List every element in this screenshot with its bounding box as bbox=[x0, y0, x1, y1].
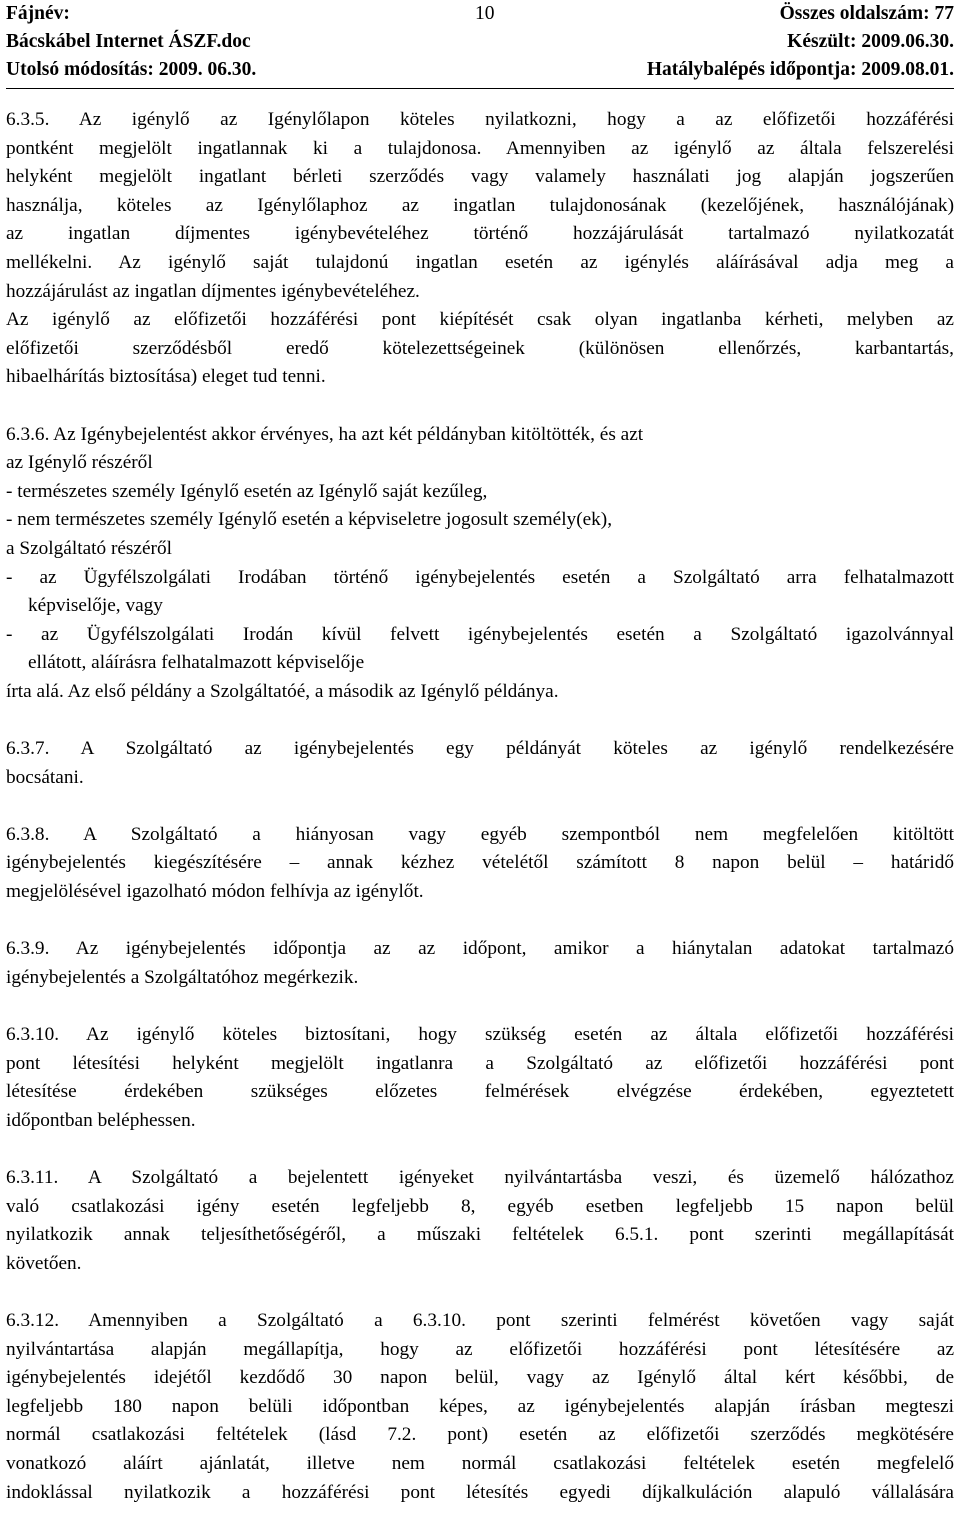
list-item: - az Ügyfélszolgálati Irodában történő igénybejelentés esetén a Szolgáltató arra felhatalmazott bbox=[6, 566, 954, 588]
paragraph-line: 6.3.12. Amennyiben a Szolgáltató a 6.3.10. pont szerinti felmérést követően vagy saját bbox=[6, 1309, 954, 1331]
paragraph-gap bbox=[6, 1278, 954, 1307]
paragraph-line: hibaelhárítás biztosítása) eleget tud tenni. bbox=[6, 366, 326, 388]
paragraph-line: bocsátani. bbox=[6, 766, 84, 788]
list-item: - az Ügyfélszolgálati Irodán kívül felvett igénybejelentés esetén a Szolgáltató igazolvánnyal bbox=[6, 623, 954, 645]
paragraph-line: 6.3.11. A Szolgáltató a bejelentett igényeket nyilvántartásba veszi, és üzemelő hálózathoz bbox=[6, 1166, 954, 1188]
list-item-continuation: ellátott, aláírásra felhatalmazott képviselője bbox=[28, 652, 365, 674]
paragraph-gap bbox=[6, 792, 954, 821]
paragraph-line: igénybejelentés kiegészítésére – annak kézhez vételétől számított 8 napon belül – határidő bbox=[6, 852, 954, 874]
paragraph-line: helyként megjelölt ingatlant bérleti szerződés vagy valamely használati jog alapján jogszerűen bbox=[6, 166, 954, 188]
header-page-number: 10 bbox=[475, 3, 495, 24]
paragraph-line: pont létesítési helyként megjelölt ingatlanra a Szolgáltató az előfizetői hozzáférési pont bbox=[6, 1052, 954, 1074]
party-label: a Szolgáltató részéről bbox=[6, 537, 172, 559]
party-label: az Igénylő részéről bbox=[6, 452, 153, 474]
paragraph-line: nyilatkozik annak teljesíthetőségéről, a műszaki feltételek 6.5.1. pont szerinti megállapítását bbox=[6, 1224, 954, 1246]
paragraph-line: hozzájárulást az ingatlan díjmentes igénybevételéhez. bbox=[6, 280, 420, 302]
paragraph-line: előfizetői szerződésből eredő kötelezettségeinek (különösen ellenőrzés, karbantartás, bbox=[6, 337, 954, 359]
paragraph-line: az ingatlan díjmentes igénybevételéhez történő hozzájárulását tartalmazó nyilatkozatát bbox=[6, 223, 954, 245]
section-6-3-7 bbox=[6, 735, 954, 792]
section-6-3-9 bbox=[6, 935, 954, 992]
paragraph-line: való csatlakozási igény esetén legfeljebb 8, egyéb esetben legfeljebb 15 napon belül bbox=[6, 1195, 954, 1217]
paragraph-line: nyilvántartása alapján megállapítja, hogy az előfizetői hozzáférési pont létesítésére az bbox=[6, 1338, 954, 1360]
paragraph-line: indoklással nyilatkozik a hozzáférési pont létesítés egyedi díjkalkuláción alapuló vállalására bbox=[6, 1481, 954, 1503]
header-row-2 bbox=[6, 28, 954, 56]
paragraph-line: Az igénylő az előfizetői hozzáférési pont kiépítését csak olyan ingatlanba kérheti, melyben az bbox=[6, 309, 954, 331]
paragraph-line: használja, köteles az Igénylőlaphoz az ingatlan tulajdonosának (kezelőjének, használójának) bbox=[6, 194, 954, 216]
paragraph-line: vonatkozó aláírt ajánlatát, illetve nem normál csatlakozási feltételek esetén megfelelő bbox=[6, 1452, 954, 1474]
header-row-1 bbox=[6, 0, 954, 28]
list-item-continuation: képviselője, vagy bbox=[28, 595, 163, 617]
paragraph-line: követően. bbox=[6, 1252, 82, 1274]
section-6-3-12 bbox=[6, 1307, 954, 1507]
header-modified-date: Utolsó módosítás: 2009. 06.30. bbox=[6, 59, 257, 80]
paragraph-line: normál csatlakozási feltételek (lásd 7.2. pont) esetén az előfizetői szerződés megkötésére bbox=[6, 1424, 954, 1446]
paragraph-line: 6.3.6. Az Igénybejelentést akkor érvényes, ha azt két példányban kitöltötték, és azt bbox=[6, 423, 644, 445]
paragraph-line: 6.3.9. Az igénybejelentés időpontja az az időpont, amikor a hiánytalan adatokat tartalmazó bbox=[6, 938, 954, 960]
header-created-date: Készült: 2009.06.30. bbox=[787, 31, 954, 52]
header-row-3 bbox=[6, 56, 954, 84]
paragraph-line: igénybejelentés idejétől kezdődő 30 napon belül, vagy az Igénylő által kért későbbi, de bbox=[6, 1367, 954, 1389]
paragraph-line: mellékelni. Az igénylő saját tulajdonú ingatlan esetén az igénylés aláírásával adja meg a bbox=[6, 251, 954, 273]
paragraph-line: 6.3.5. Az igénylő az Igénylőlapon köteles nyilatkozni, hogy a az előfizetői hozzáférési bbox=[6, 109, 954, 130]
document-body bbox=[6, 106, 954, 1507]
section-6-3-10 bbox=[6, 1021, 954, 1135]
paragraph-line: igénybejelentés a Szolgáltatóhoz megérkezik. bbox=[6, 966, 359, 988]
paragraph-gap bbox=[6, 392, 954, 421]
paragraph-gap bbox=[6, 706, 954, 735]
list-item: - nem természetes személy Igénylő esetén a képviseletre jogosult személy(ek), bbox=[6, 509, 613, 531]
section-6-3-6 bbox=[6, 421, 954, 707]
page-header bbox=[6, 0, 954, 96]
section-6-3-8 bbox=[6, 821, 954, 907]
paragraph-line: időpontban beléphessen. bbox=[6, 1109, 196, 1131]
paragraph-line: megjelölésével igazolható módon felhívja az igénylőt. bbox=[6, 881, 424, 903]
paragraph-gap bbox=[6, 907, 954, 936]
header-total-pages: Összes oldalszám: 77 bbox=[779, 3, 954, 24]
paragraph-gap bbox=[6, 992, 954, 1021]
header-filename-label: Fájnév: bbox=[6, 3, 70, 24]
section-6-3-11 bbox=[6, 1164, 954, 1278]
section-6-3-5 bbox=[6, 106, 954, 392]
header-filename: Bácskábel Internet ÁSZF.doc bbox=[6, 31, 251, 52]
paragraph-line: létesítése érdekében szükséges előzetes felmérések elvégzése érdekében, egyeztetett bbox=[6, 1081, 954, 1103]
paragraph-line: 6.3.7. A Szolgáltató az igénybejelentés egy példányát köteles az igénylő rendelkezésére bbox=[6, 738, 954, 760]
header-effective-date: Hatálybalépés időpontja: 2009.08.01. bbox=[646, 59, 954, 80]
paragraph-line: írta alá. Az első példány a Szolgáltatóé, a második az Igénylő példánya. bbox=[6, 680, 559, 702]
header-divider bbox=[6, 88, 954, 89]
paragraph-line: 6.3.10. Az igénylő köteles biztosítani, hogy szükség esetén az általa előfizetői hozzáférési bbox=[6, 1024, 954, 1045]
paragraph-line: 6.3.8. A Szolgáltató a hiányosan vagy egyéb szempontból nem megfelelően kitöltött bbox=[6, 823, 954, 845]
paragraph-line: pontként megjelölt ingatlannak ki a tulajdonosa. Amennyiben az igénylő az általa felszerelési bbox=[6, 137, 954, 159]
paragraph-line: legfeljebb 180 napon belüli időpontban képes, az igénybejelentés alapján írásban megteszi bbox=[6, 1395, 954, 1417]
paragraph-gap bbox=[6, 1135, 954, 1164]
list-item: - természetes személy Igénylő esetén az Igénylő saját kezűleg, bbox=[6, 480, 488, 502]
